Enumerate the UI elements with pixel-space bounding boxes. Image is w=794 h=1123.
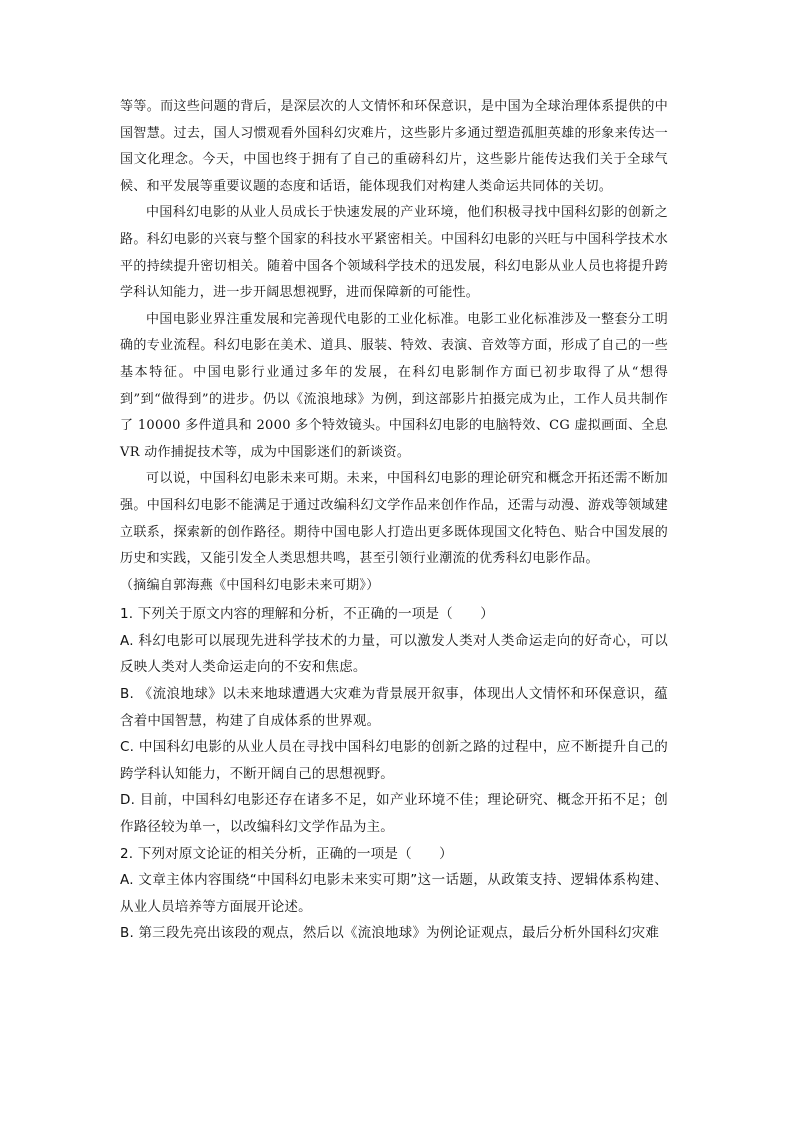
page-content — [120, 94, 668, 947]
question-2-option-a: A. 文章主体内容围绕“中国科幻电影未来实可期”这一话题，从政策支持、逻辑体系构建、从业人员培养等方面展开论述。 — [120, 872, 668, 915]
passage-paragraph: 可以说，中国科幻电影未来可期。未来，中国科幻电影的理论研究和概念开拓还需不断加强。中国科幻电影不能满足于通过改编科幻文学作品来创作作品，还需与动漫、游戏等领域建立联系，探索新的创作路径。期待中国电影人打造出更多既体现国文化特色、贴合中国发展的历史和实践，又能引发全人类思想共鸣，甚至引领行业潮流的优秀科幻电影作品。 — [120, 471, 668, 567]
question-1-stem: 1. 下列关于原文内容的理解和分析，不正确的一项是（ ） — [120, 606, 494, 623]
question-section — [120, 601, 668, 947]
passage-paragraph: 中国电影业界注重发展和完善现代电影的工业化标准。电影工业化标准涉及一整套分工明确的专业流程。科幻电影在美术、道具、服装、特效、表演、音效等方面，形成了自己的一些基本特征。中国电影行业通过多年的发展，在科幻电影制作方面已初步取得了从“想得到”到“做得到”的进步。仍以《流浪地球》为例，到这部影片拍摄完成为止，工作人员共制作了 10000 多件道具和 2000 多个特效镜头。中国科幻电影的电脑特效、CG 虚拟画面、全息 VR 动作捕捉技术等，成为中国影迷们的新谈资。 — [120, 311, 668, 460]
passage-paragraph: 等等。而这些问题的背后，是深层次的人文情怀和环保意识，是中国为全球治理体系提供的中国智慧。过去，国人习惯观看外国科幻灾难片，这些影片多通过塑造孤胆英雄的形象来传达一国文化理念。今天，中国也终于拥有了自己的重磅科幻片，这些影片能传达我们关于全球气候、和平发展等重要议题的态度和话语，能体现我们对构建人类命运共同体的关切。 — [120, 99, 668, 194]
reading-passage — [120, 94, 668, 599]
question-2-stem: 2. 下列对原文论证的相关分析，正确的一项是（ ） — [120, 845, 453, 862]
passage-source: （摘编自郭海燕《中国科幻电影未来可期》） — [120, 577, 380, 593]
question-2-option-b: B. 第三段先亮出该段的观点，然后以《流浪地球》为例论证观点，最后分析外国科幻灾难 — [120, 925, 660, 942]
question-1-option-d: D. 目前，中国科幻电影还存在诸多不足，如产业环境不佳；理论研究、概念开拓不足；创作路径较为单一，以改编科幻文学作品为主。 — [120, 792, 668, 836]
question-1-option-b: B. 《流浪地球》以未来地球遭遇大灾难为背景展开叙事，体现出人文情怀和环保意识，蕴含着中国智慧，构建了自成体系的世界观。 — [120, 686, 668, 729]
passage-paragraph: 中国科幻电影的从业人员成长于快速发展的产业环境，他们积极寻找中国科幻影的创新之路。科幻电影的兴衰与整个国家的科技水平紧密相关。中国科幻电影的兴旺与中国科学技术水平的持续提升密切相关。随着中国各个领域科学技术的迅发展，科幻电影从业人员也将提升跨学科认知能力，进一步开阔思想视野，进而保障新的可能性。 — [120, 205, 668, 301]
question-1-option-a: A. 科幻电影可以展现先进科学技术的力量，可以激发人类对人类命运走向的好奇心，可以反映人类对人类命运走向的不安和焦虑。 — [120, 632, 668, 676]
question-1-option-c: C. 中国科幻电影的从业人员在寻找中国科幻电影的创新之路的过程中，应不断提升自己的跨学科认知能力，不断开阔自己的思想视野。 — [120, 739, 668, 782]
